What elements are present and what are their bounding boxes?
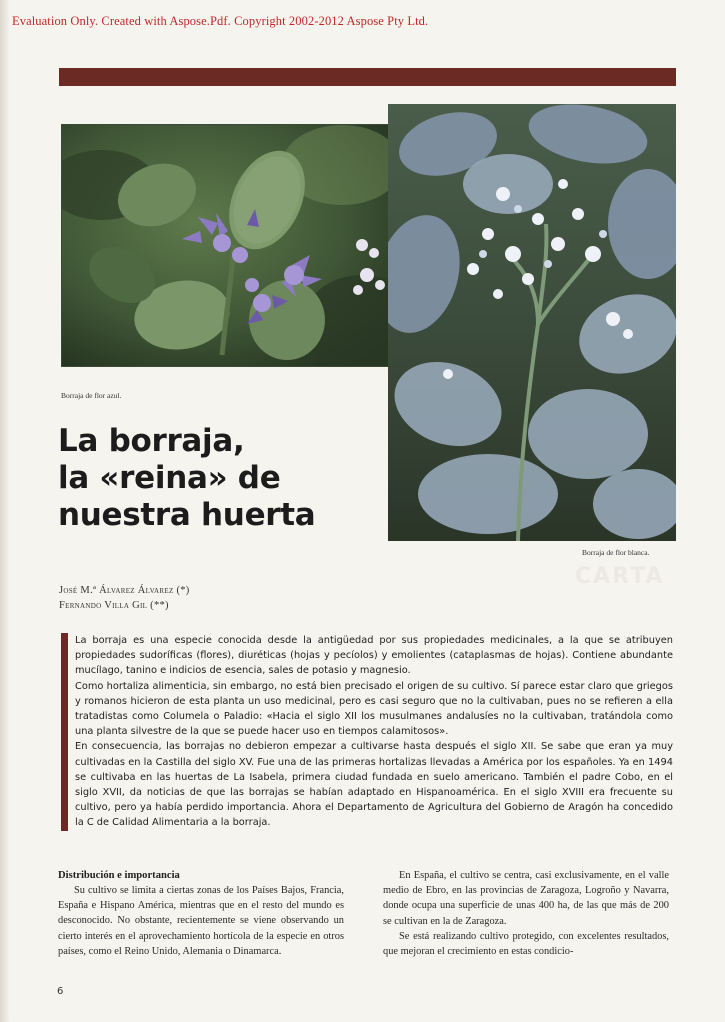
page-edge-shadow	[0, 0, 10, 1022]
header-accent-bar	[59, 68, 676, 86]
title-line-2: la «reina» de	[58, 460, 281, 496]
body-column-right	[383, 868, 669, 959]
section-heading: Distribución e importancia	[58, 870, 180, 881]
page-number: 6	[57, 986, 64, 997]
title-line-3: nuestra huerta	[58, 497, 316, 533]
author-name: José M.ª Álvarez Álvarez (*)	[59, 585, 190, 596]
body-column-left	[58, 868, 344, 959]
author-name: Fernando Villa Gil (**)	[59, 600, 169, 611]
photo-caption-white: Borraja de flor blanca.	[582, 548, 650, 557]
article-title	[58, 423, 315, 534]
photo-blue-borage	[61, 124, 400, 367]
abstract-paragraph: La borraja es una especie conocida desde la antigüedad por sus propiedades medicinales, a la que se atribuyen propiedades sudoríficas (flores), diuréticas (hojas y pecíolos) y emolientes (cataplasmas de hojas). Contiene abundante mucílago, tanino e indicios de esencia, sales de potasio y magnesio.	[75, 635, 673, 677]
watermark-text: Evaluation Only. Created with Aspose.Pdf. Copyright 2002-2012 Aspose Pty Ltd.	[12, 14, 429, 28]
body-paragraph: Se está realizando cultivo protegido, con excelentes resultados, que mejoran el crecimiento en estas condicio-	[383, 930, 669, 958]
body-paragraph: En España, el cultivo se centra, casi exclusivamente, en el valle medio de Ebro, en las provincias de Zaragoza, Logroño y Navarra, donde ocupa una superficie de unas 400 ha, de las que más de 200 se cultivan en la de Zaragoza.	[383, 870, 669, 927]
title-line-1: La borraja,	[58, 423, 245, 459]
body-paragraph: Su cultivo se limita a ciertas zonas de los Países Bajos, Francia, España e Hispano América, mientras que en el resto del mundo es desconocido. No obstante, recientemente se viene observando un cierto interés en el aprovechamiento hortícola de la especie en otros países, como el Reino Unido, Alemania o Dinamarca.	[58, 885, 344, 957]
photo-caption-blue: Borraja de flor azul.	[61, 391, 122, 400]
abstract-paragraph: Como hortaliza alimenticia, sin embargo, no está bien precisado el origen de su cultivo. Sí parece estar claro que griegos y romanos hicieron de esta planta un uso medicinal, pero es casi seguro que no la cultivaban, pues no se refieren a ella tratadistas como Columela o Paladio: «Hacia el siglo XII los musulmanes andalusíes no la cultivaban, tratándola como una planta silvestre de la que se puede hacer uso en tiempos calamitosos».	[75, 680, 673, 738]
photo-white-borage	[388, 104, 676, 541]
bleed-through-mark: CARTA	[575, 564, 665, 589]
author-list	[59, 583, 190, 613]
article-abstract	[61, 633, 673, 831]
abstract-paragraph: En consecuencia, las borrajas no debieron empezar a cultivarse hasta después el siglo XII. Se sabe que eran ya muy cultivadas en la Castilla del siglo XV. Fue una de las primeras hortalizas llevadas a América por los españoles. Ya en 1494 se cultivaba en las huertas de La Isabela, primera ciudad fundada en suelo americano. También el padre Cobo, en el siglo XVII, da noticias de que las borrajas se habían adaptado en Hispanoamérica. En el siglo XVIII era frecuente su cultivo, pero ya había perdido importancia. Ahora el Departamento de Agricultura del Gobierno de Aragón ha concedido la C de Calidad Alimentaria a la borraja.	[75, 741, 673, 829]
